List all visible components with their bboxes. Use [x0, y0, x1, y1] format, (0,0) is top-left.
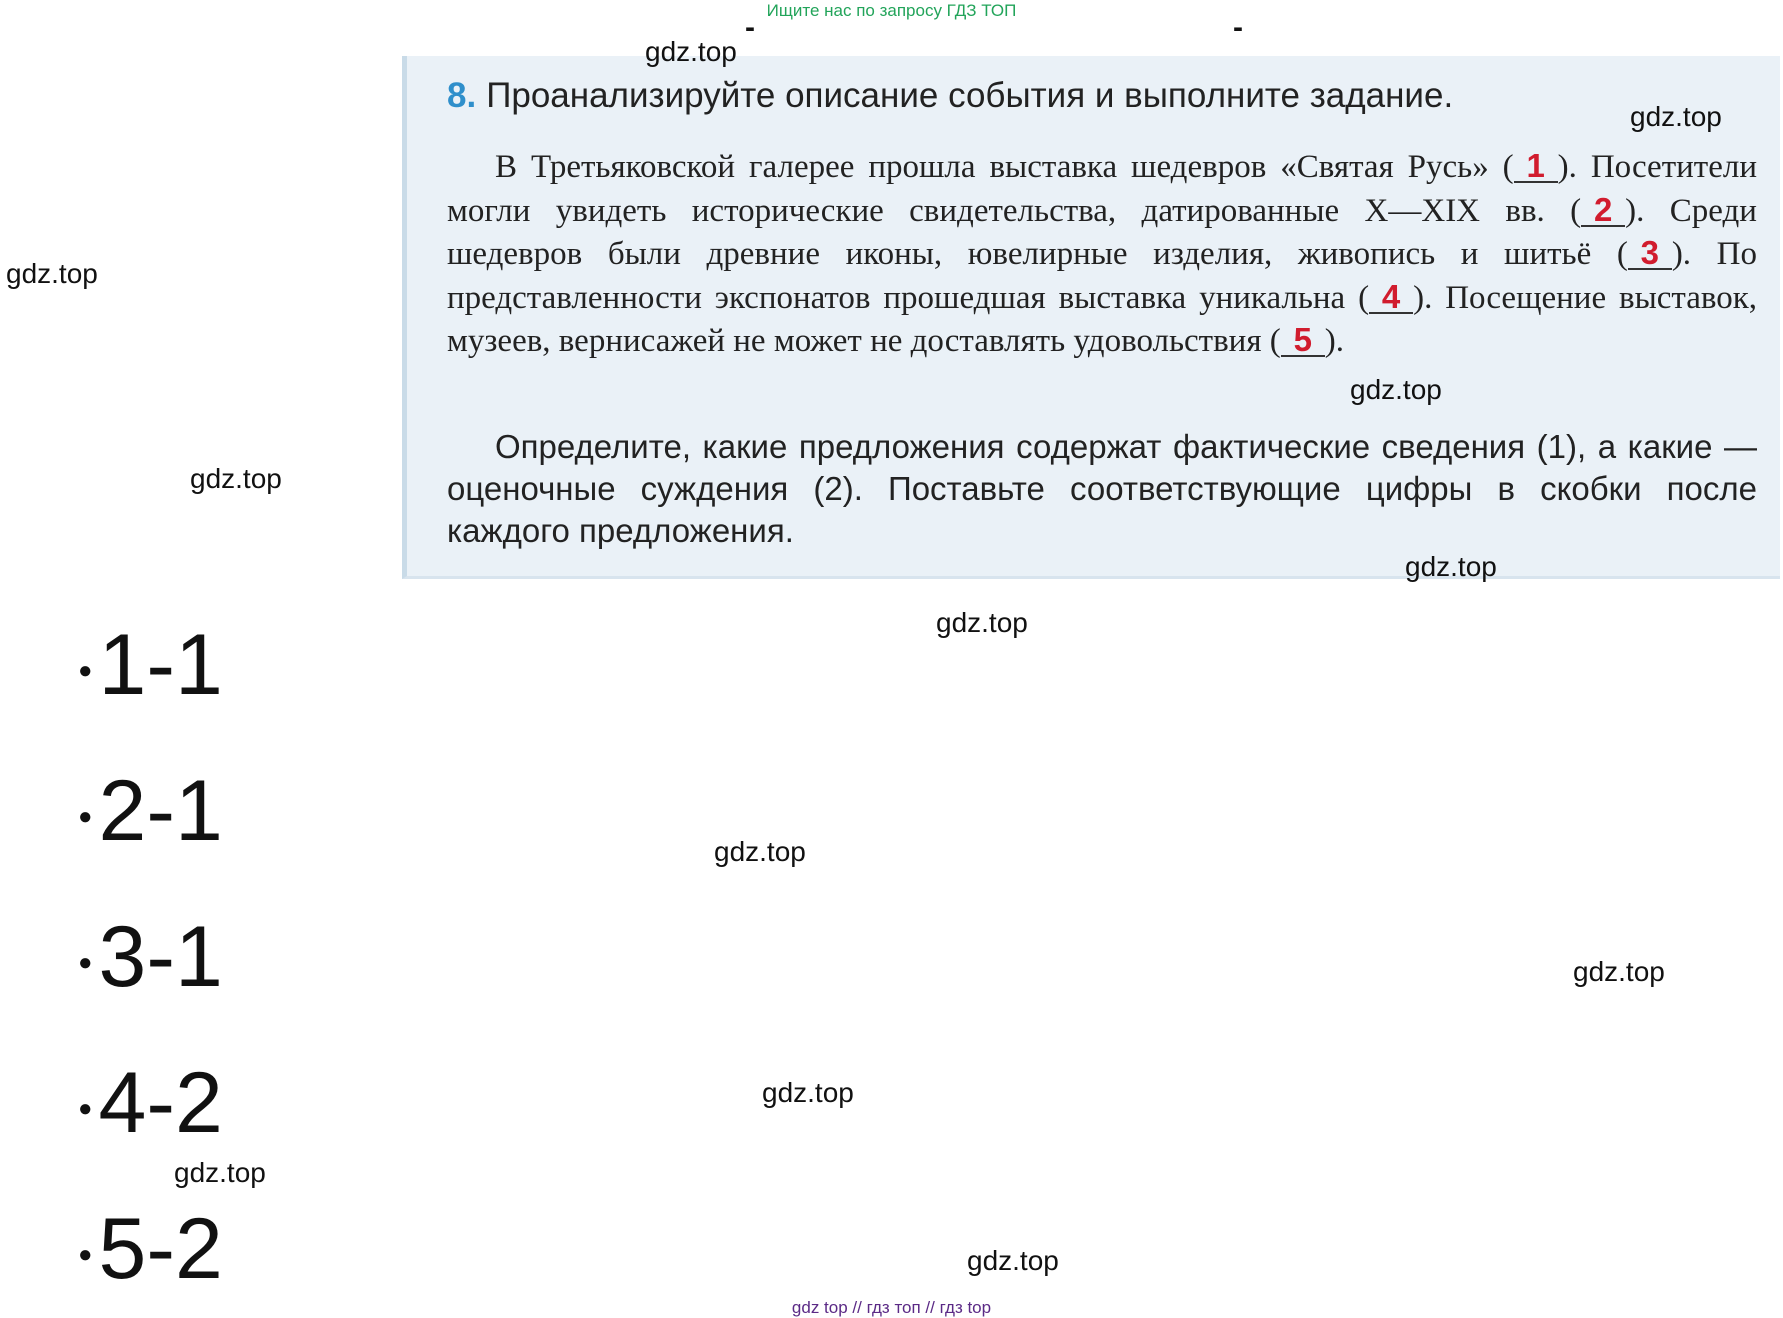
- bullet-dot: ●: [78, 1095, 93, 1123]
- watermark: gdz.top: [1630, 101, 1722, 132]
- answer-blank: 3: [1628, 238, 1672, 270]
- passage-close: ).: [1625, 192, 1645, 229]
- footer-links[interactable]: gdz top // гдз топ // гдз top: [791, 1298, 992, 1317]
- watermark: gdz.top: [645, 36, 737, 67]
- passage-sentence: Среди шедевров были древние иконы, ювелирные изделия, живопись и шитьё (: [447, 192, 1757, 272]
- watermark: gdz.top: [190, 463, 282, 494]
- passage-sentence: По представленности экспонатов прошедшая выставка уникальна (: [447, 236, 1757, 316]
- watermark: gdz.top: [967, 1245, 1059, 1276]
- watermark: gdz.top: [714, 836, 806, 867]
- answer-text: 1-1: [98, 617, 223, 713]
- passage-sentence: Посещение выставок, музеев, вернисажей не может не доставлять удовольствия (: [447, 279, 1757, 359]
- task-heading-text: Проанализируйте описание события и выполните задание.: [486, 76, 1454, 115]
- bullet-dot: ●: [78, 657, 93, 685]
- watermark: gdz.top: [1350, 374, 1442, 405]
- task-heading: [447, 76, 1453, 116]
- passage-close: ).: [1413, 279, 1433, 316]
- answer-item: [78, 763, 223, 862]
- task-instruction: [447, 426, 1757, 552]
- answer-blank: 1: [1514, 151, 1558, 183]
- dash-mark-right: -: [1233, 11, 1243, 44]
- answer-text: 2-1: [98, 763, 223, 859]
- answer-text: 4-2: [98, 1055, 223, 1151]
- bullet-dot: ●: [78, 949, 93, 977]
- passage-close: ).: [1324, 323, 1344, 359]
- answer-text: 5-2: [98, 1201, 223, 1297]
- watermark: gdz.top: [762, 1077, 854, 1108]
- passage-sentence: В Третьяковской галерее прошла выставка шедевров «Святая Русь» (: [495, 149, 1514, 185]
- task-number: 8.: [447, 76, 477, 115]
- answer-item: [78, 1201, 223, 1300]
- dash-mark-left: -: [745, 11, 755, 44]
- answer-item: [78, 1055, 223, 1154]
- answer-item: [78, 617, 223, 716]
- answer-item: [78, 909, 223, 1008]
- answer-text: 3-1: [98, 909, 223, 1005]
- bullet-dot: ●: [78, 1241, 93, 1269]
- passage-close: ).: [1671, 236, 1692, 272]
- answer-blank: 5: [1281, 325, 1325, 357]
- answer-blank: 2: [1581, 195, 1625, 227]
- top-banner[interactable]: Ищите нас по запросу ГДЗ ТОП: [766, 1, 1017, 20]
- watermark: gdz.top: [174, 1157, 266, 1188]
- passage-sentence: Посетители могли увидеть исторические свидетельства, датированные X—XIX вв. (: [447, 149, 1757, 229]
- textbook-excerpt: [402, 56, 1780, 579]
- bullet-dot: ●: [78, 803, 93, 831]
- watermark: gdz.top: [936, 607, 1028, 638]
- watermark: gdz.top: [1573, 956, 1665, 987]
- watermark: gdz.top: [1405, 551, 1497, 582]
- passage-close: ).: [1557, 149, 1577, 185]
- watermark: gdz.top: [6, 258, 98, 289]
- answer-blank: 4: [1369, 282, 1413, 314]
- task-instruction-text: Определите, какие предложения содержат фактические сведения (1), а какие — оценочные суждения (2). Поставьте соответствующие цифры в скобки после каждого предложения.: [447, 428, 1757, 549]
- task-passage: [447, 146, 1757, 364]
